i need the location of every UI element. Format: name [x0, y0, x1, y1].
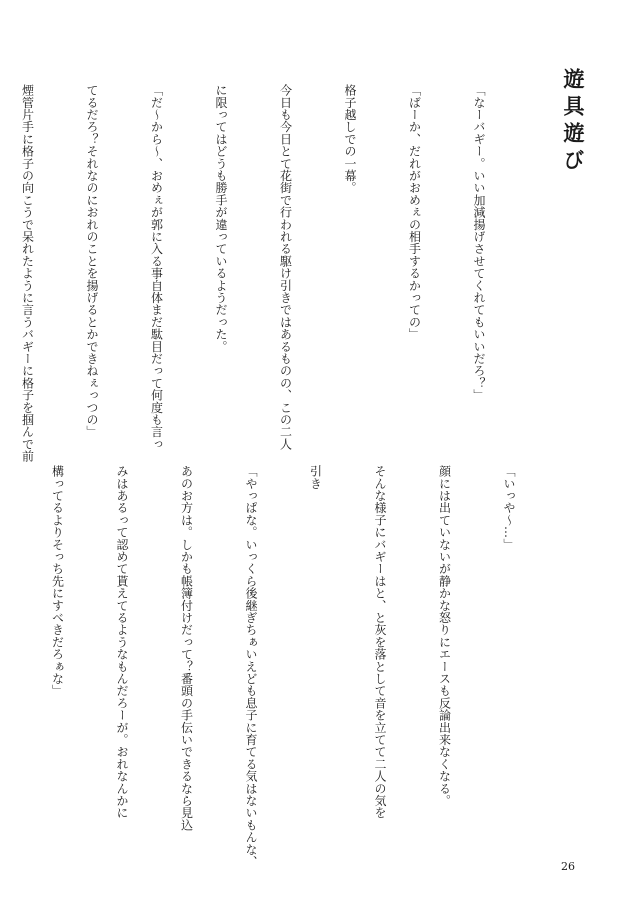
text-line: 引き	[308, 465, 323, 490]
text-line: に限ってはどうも勝手が違っているようだった。	[214, 84, 228, 353]
text-line: 「だ～から～、おめぇが郭に入る事自体まだ駄目だって何度も言っ	[149, 84, 164, 450]
text-line: 格子越しでの一幕。	[343, 84, 357, 194]
text-line: 「やっぱな。いっくら後継ぎちぁいえども息子に育てる気はないもんな、	[244, 465, 258, 868]
text-line: 「なーバギー。いい加減揚げさせてくれてもいいだろ？」	[472, 84, 486, 402]
text-line: 煙管片手に格子の向こうで呆れたように言うバギーに格子を掴んで前	[20, 84, 35, 463]
body-text-lower	[0, 465, 562, 868]
page-number: 26	[561, 860, 575, 873]
text-line: あのお方は。しかも帳簿付けだって？番頭の手伝いできるなら見込	[179, 465, 194, 831]
text-line: てるだろ？それなのにおれのことを揚げるとかできねぇっつの」	[85, 84, 99, 438]
chapter-title: 遊具遊び	[561, 68, 585, 176]
text-line	[0, 465, 3, 850]
text-line: 今日も今日とて花街で行われる駆け引きではあるものの、この二人	[278, 84, 293, 450]
text-line: 構ってるよりそっち先にすべきだろぁな」	[50, 465, 65, 697]
text-line: 「いっや～…」	[502, 465, 516, 551]
text-line: 「ばーか、だれがおめぇの相手するかっての」	[407, 84, 422, 341]
text-line: そんな様子にバギーはと、と灰を落として音を立てて二人の気を	[373, 465, 387, 819]
text-line: 顔には出ていないが静かな怒りにエースも反論出来なくなる。	[437, 465, 452, 807]
text-line: みはあるって認めて貰えてるようなもんだろーが。おれなんかに	[115, 465, 129, 819]
body-text-upper	[0, 84, 532, 463]
